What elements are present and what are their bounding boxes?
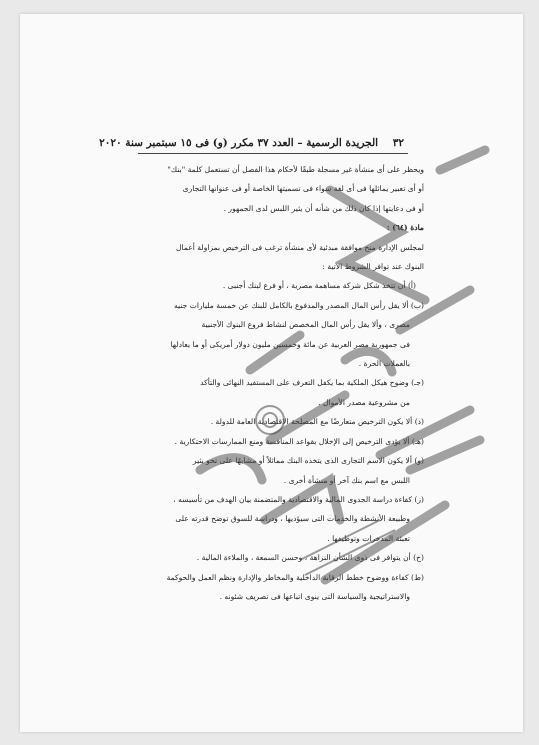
condition-item: (ط) كفاءة ووضوح خطط الرقابة الداخلية والمخاطر والإدارة ونظم العمل والحوكمة: [166, 572, 424, 582]
header-divider: [138, 153, 408, 154]
text-line: اللبس مع اسم بنك آخر أو منشأة أخرى .: [283, 475, 410, 485]
condition-item: (ح) أن يتوافر فى ذوى الشأن النزاهة ، وحسن السمعة ، والملاءة المالية .: [196, 553, 424, 563]
condition-item: (د) ألا يكون الترخيص متعارضًا مع المصلحة الاقتصادية العامة للدولة .: [210, 417, 424, 427]
condition-item: (أ) أن تتخذ شكل شركة مساهمة مصرية ، أو فرع لبنك أجنبى .: [222, 281, 416, 291]
page-header: [99, 137, 404, 149]
condition-item: (هـ) ألا يؤدى الترخيص إلى الإخلال بقواعد المنافسة ومنع الممارسات الاحتكارية .: [174, 436, 424, 446]
text-line: أو أى تعبير يماثلها فى أى لغة سواء فى تسميتها الخاصة أو فى عنوانها التجارى: [182, 184, 424, 194]
text-line: وطبيعة الأنشطة والخدمات التى سيؤديها ، ودراسة للسوق توضح قدرته على: [175, 514, 410, 524]
text-line: من مشروعية مصدر الأموال .: [318, 397, 410, 407]
text-line: البنوك عند توافر الشروط الآتية :: [322, 262, 424, 272]
condition-item: (جـ) وضوح هيكل الملكية بما يكفل التعرف على المستفيد النهائى والتأكد: [200, 378, 424, 388]
condition-item: (و) ألا يكون الاسم التجارى الذى يتخذه البنك مماثلاً أو مشابهًا على نحو يثير: [192, 456, 424, 466]
text-line: والاستراتيجية والسياسة التى ينوى اتباعها فى تصريف شئونه .: [219, 591, 410, 601]
text-line: لمجلس الإدارة منح موافقة مبدئية لأى منشأة ترغب فى الترخيص بمزاولة أعمال: [176, 242, 424, 252]
text-line: بالعملات الحرة .: [358, 359, 410, 369]
page-number: ٣٢: [392, 137, 404, 149]
article-heading: مادة (٦٤) :: [386, 223, 424, 233]
condition-item: (ب) ألا يقل رأس المال المصدر والمدفوع بالكامل للبنك عن خمسة مليارات جنيه: [173, 300, 424, 310]
text-line: تعبئة المدخرات وتوظيفها .: [327, 533, 410, 543]
text-line: ويحظر على أى منشأة غير مسجلة طبقًا لأحكام هذا الفصل أن تستعمل كلمة "بنك": [167, 165, 424, 174]
text-line: فى جمهورية مصر العربية عن مائة وخمسين مليون دولار أمريكى أو ما يعادلها: [170, 339, 410, 349]
text-line: مصرى ، وألا يقل رأس المال المخصص لنشاط فروع البنوك الأجنبية: [201, 320, 410, 330]
document-body: [132, 160, 424, 606]
gazette-title: الجريدة الرسمية – العدد ٣٧ مكرر (و) فى ١٥ سبتمبر سنة ٢٠٢٠: [99, 137, 379, 149]
text-line: أو فى دعايتها إذا كان ذلك من شأنه أن يثير اللبس لدى الجمهور .: [223, 203, 424, 213]
condition-item: (ز) كفاءة دراسة الجدوى المالية والاقتصادية والمتضمنة بيان الهدف من تأسيسه ،: [173, 494, 424, 504]
